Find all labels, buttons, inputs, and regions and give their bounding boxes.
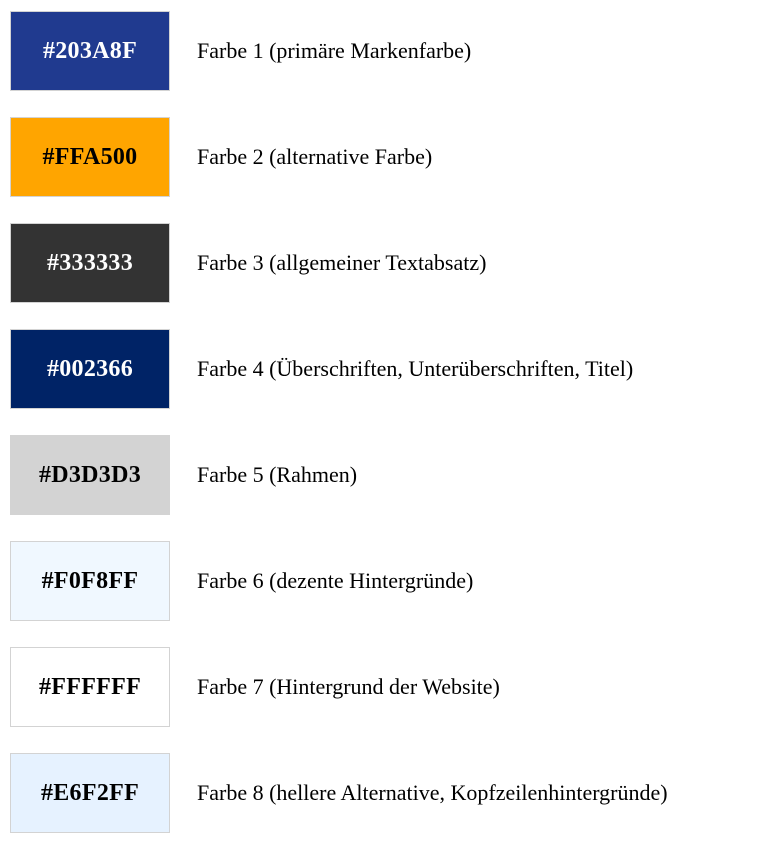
- swatch-description: Farbe 3 (allgemeiner Textabsatz): [197, 250, 487, 275]
- swatch-description: Farbe 1 (primäre Markenfarbe): [197, 38, 472, 63]
- swatch-hex-code: #F0F8FF: [41, 567, 139, 594]
- swatch-description: Farbe 7 (Hintergrund der Website): [197, 674, 500, 699]
- color-swatch: [10, 435, 170, 515]
- palette-row: [10, 329, 776, 409]
- swatch-hex-code: #203A8F: [42, 37, 138, 64]
- swatch-hex-code: #002366: [46, 355, 134, 382]
- swatch-hex-code: #D3D3D3: [38, 461, 142, 488]
- swatch-description: Farbe 6 (dezente Hintergründe): [197, 568, 474, 593]
- swatch-description: Farbe 4 (Überschriften, Unterüberschriften, Titel): [197, 356, 634, 381]
- color-swatch: [10, 117, 170, 197]
- color-swatch: [10, 11, 170, 91]
- palette-row: [10, 541, 776, 621]
- color-swatch: [10, 753, 170, 833]
- palette-row: [10, 223, 776, 303]
- swatch-hex-code: #333333: [46, 249, 134, 276]
- swatch-description: Farbe 5 (Rahmen): [197, 462, 358, 487]
- swatch-hex-code: #FFFFFF: [38, 673, 142, 700]
- swatch-description: Farbe 8 (hellere Alternative, Kopfzeilenhintergründe): [197, 780, 668, 805]
- palette-row: [10, 435, 776, 515]
- color-swatch: [10, 329, 170, 409]
- palette-row: [10, 117, 776, 197]
- palette-row: [10, 647, 776, 727]
- swatch-description: Farbe 2 (alternative Farbe): [197, 144, 433, 169]
- swatch-hex-code: #E6F2FF: [40, 779, 140, 806]
- palette-row: [10, 11, 776, 91]
- color-swatch: [10, 647, 170, 727]
- color-swatch: [10, 223, 170, 303]
- swatch-hex-code: #FFA500: [42, 143, 138, 170]
- color-swatch: [10, 541, 170, 621]
- palette-row: [10, 753, 776, 833]
